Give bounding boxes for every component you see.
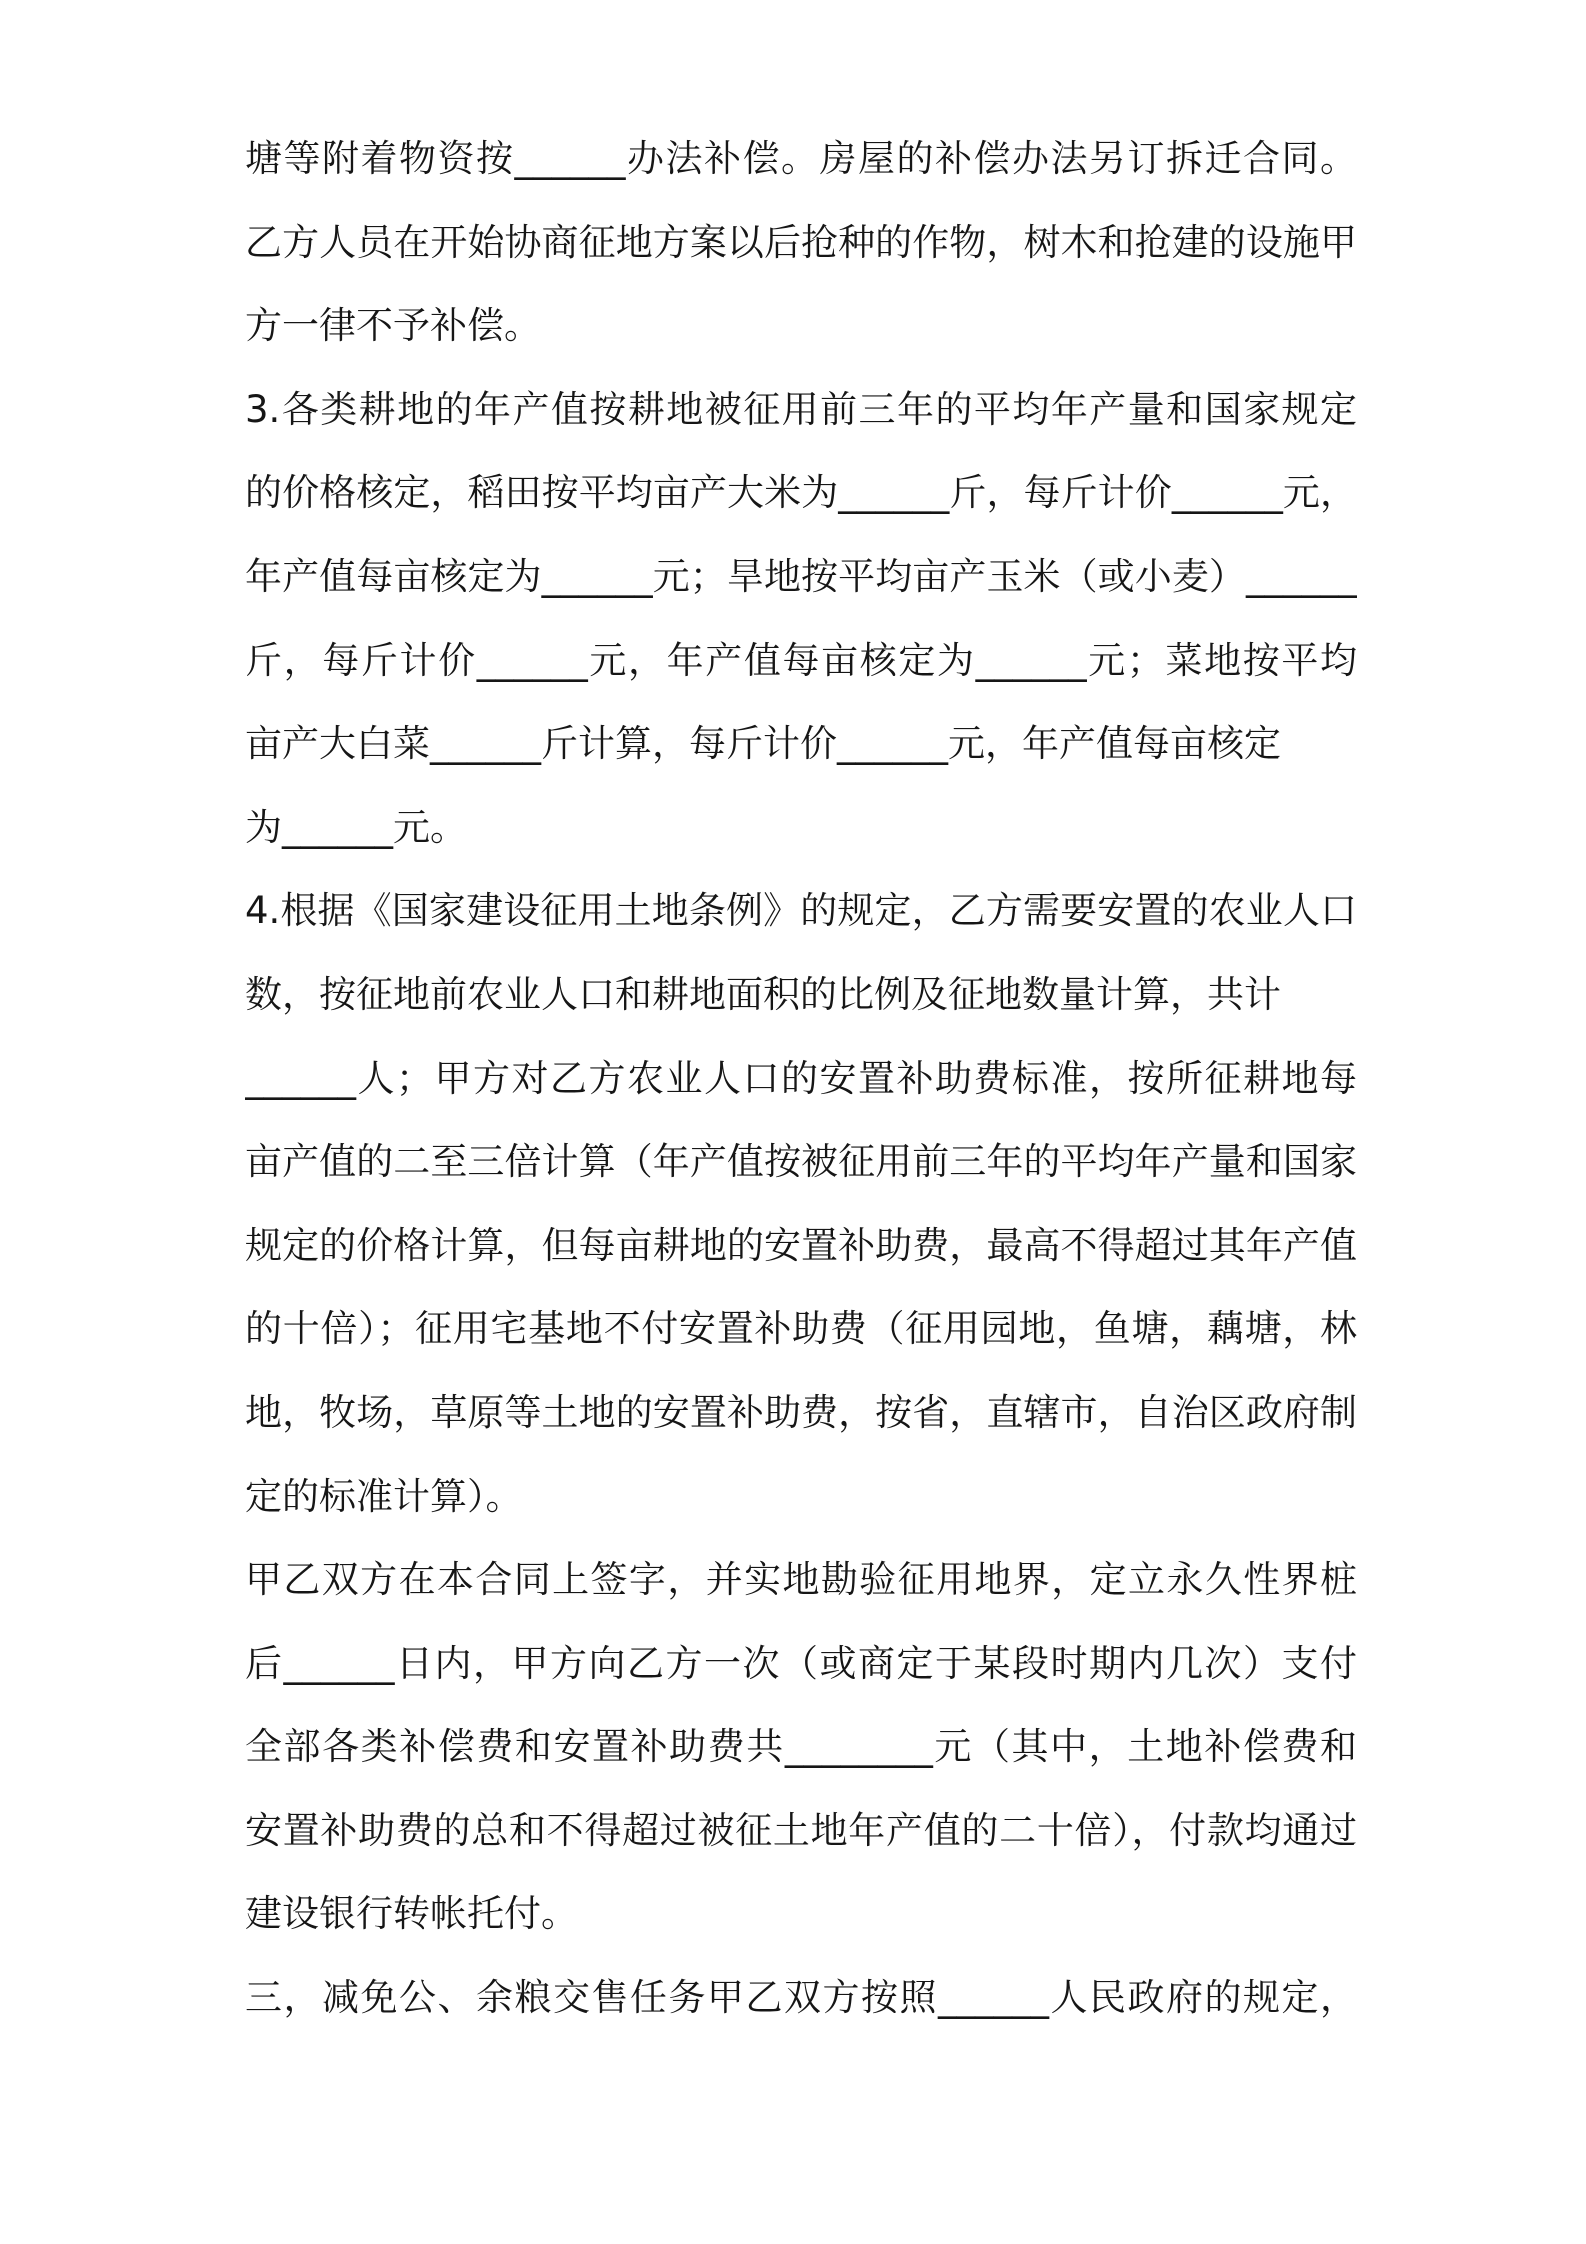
paragraph [245, 117, 1357, 201]
text-line: 乙方人员在开始协商征地方案以后抢种的作物，树木和抢建的设施甲 [245, 220, 1357, 264]
text-line: 3.各类耕地的年产值按耕地被征用前三年的平均年产量和国家规定 [245, 387, 1357, 431]
document-body [245, 117, 1357, 2040]
paragraph [245, 869, 1357, 1538]
paragraph [245, 1538, 1357, 1956]
text-line: 定的标准计算）。 [245, 1474, 523, 1518]
paragraph [245, 1956, 1357, 2040]
text-line: 安置补助费的总和不得超过被征土地年产值的二十倍），付款均通过 [245, 1808, 1357, 1852]
text-line: 的价格核定，稻田按平均亩产大米为______斤，每斤计价______元， [245, 471, 1357, 515]
text-line: 塘等附着物资按______办法补偿。房屋的补偿办法另订拆迁合同。 [245, 137, 1357, 180]
text-line: 的十倍）；征用宅基地不付安置补助费（征用园地，鱼塘，藕塘，林 [245, 1307, 1357, 1351]
text-line: 地，牧场，草原等土地的安置补助费，按省，直辖市，自治区政府制 [245, 1390, 1357, 1434]
text-line: 亩产大白菜______斤计算，每斤计价______元，年产值每亩核定 [245, 722, 1281, 766]
text-line: 方一律不予补偿。 [245, 304, 541, 348]
text-line: 斤，每斤计价______元，年产值每亩核定为______元；菜地按平均 [245, 638, 1357, 682]
text-line: 甲乙双方在本合同上签字，并实地勘验征用地界，定立永久性界桩 [245, 1558, 1357, 1602]
paragraph [245, 368, 1357, 870]
text-line: 三，减免公、余粮交售任务甲乙双方按照______人民政府的规定， [245, 1976, 1357, 2020]
paragraph [245, 201, 1357, 368]
text-line: 规定的价格计算，但每亩耕地的安置补助费，最高不得超过其年产值 [245, 1223, 1357, 1267]
text-line: 为______元。 [245, 805, 467, 849]
text-line: 亩产值的二至三倍计算（年产值按被征用前三年的平均年产量和国家 [245, 1140, 1357, 1184]
text-line: 年产值每亩核定为______元；旱地按平均亩产玉米（或小麦）______ [245, 554, 1357, 598]
text-line: ______人；甲方对乙方农业人口的安置补助费标准，按所征耕地每 [245, 1056, 1357, 1100]
text-line: 数，按征地前农业人口和耕地面积的比例及征地数量计算，共计 [245, 972, 1281, 1016]
text-line: 4.根据《国家建设征用土地条例》的规定，乙方需要安置的农业人口 [245, 889, 1357, 933]
text-line: 后______日内，甲方向乙方一次（或商定于某段时期内几次）支付 [245, 1641, 1357, 1685]
text-line: 全部各类补偿费和安置补助费共________元（其中，土地补偿费和 [245, 1725, 1357, 1769]
text-line: 建设银行转帐托付。 [245, 1892, 578, 1936]
